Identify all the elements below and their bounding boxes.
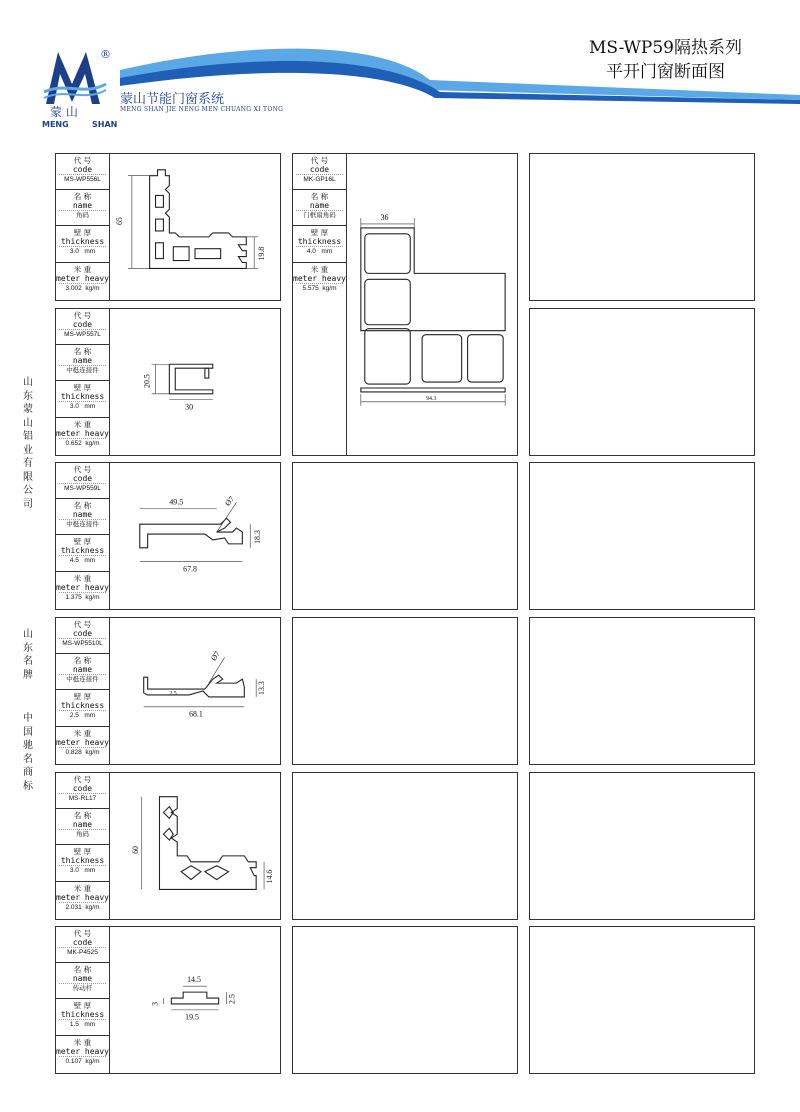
code-label-en: code	[72, 474, 93, 483]
name-row	[56, 808, 109, 844]
profile-section-svg	[347, 154, 517, 455]
code-label-cn: 代 号	[73, 156, 92, 165]
weight-value: 0.828 kg/m	[59, 747, 106, 757]
weight-label-en: meter heavy	[56, 429, 109, 438]
weight-row	[56, 881, 109, 919]
dim-label: 14.5	[187, 975, 201, 985]
thickness-label-en: thickness	[60, 392, 105, 401]
thickness-value: 3.0 mm	[59, 246, 106, 256]
thickness-label-cn: 壁 厚	[73, 1001, 92, 1010]
code-row	[56, 773, 109, 808]
dim-label: 19.8	[257, 246, 267, 261]
thickness-value: 1.5 mm	[59, 1019, 106, 1029]
code-row	[293, 154, 346, 189]
profile-section-svg	[110, 773, 280, 919]
code-row	[56, 309, 109, 344]
code-label-en: code	[72, 784, 93, 793]
profile-cell	[292, 153, 518, 456]
empty-cell	[529, 308, 755, 456]
weight-label-en: meter heavy	[56, 1047, 109, 1056]
weight-label-en: meter heavy	[56, 893, 109, 902]
empty-cell	[529, 153, 755, 301]
name-row	[56, 962, 109, 998]
name-label-en: name	[72, 665, 93, 674]
weight-row	[56, 571, 109, 609]
brand-name-cn: 蒙山节能门窗系统	[120, 92, 225, 107]
series-title-line2: 平开门窗断面图	[605, 62, 725, 82]
name-label-cn: 名 称	[73, 811, 92, 820]
profile-section-svg	[110, 154, 280, 300]
thickness-row	[56, 844, 109, 881]
name-label-cn: 名 称	[73, 192, 92, 201]
profile-drawing	[347, 154, 517, 455]
empty-cell	[292, 462, 518, 610]
thickness-label-en: thickness	[60, 856, 105, 865]
thickness-value: 3.0 mm	[59, 401, 106, 411]
name-label-en: name	[72, 201, 93, 210]
weight-label-cn: 米 重	[310, 265, 329, 274]
code-value: MS-WP5510L	[59, 638, 106, 648]
profile-section-svg	[110, 618, 280, 764]
thickness-label-en: thickness	[60, 1010, 105, 1019]
code-label-en: code	[72, 938, 93, 947]
side-company-name: 山东蒙山铝业有限公司	[23, 377, 33, 510]
code-row	[56, 154, 109, 189]
weight-label-cn: 米 重	[73, 574, 92, 583]
weight-label-en: meter heavy	[56, 738, 109, 747]
dim-label: 3	[150, 1001, 160, 1006]
name-label-en: name	[72, 820, 93, 829]
code-value: MS-RL17	[59, 793, 106, 803]
thickness-label-cn: 壁 厚	[73, 847, 92, 856]
weight-row	[56, 417, 109, 455]
code-row	[56, 463, 109, 498]
weight-label-en: meter heavy	[56, 274, 109, 283]
profile-drawing	[110, 154, 280, 300]
name-label-cn: 名 称	[73, 656, 92, 665]
code-label-cn: 代 号	[73, 311, 92, 320]
empty-cell	[292, 617, 518, 765]
code-value: MS-WP557L	[59, 329, 106, 339]
weight-value: 3.002 kg/m	[59, 283, 106, 293]
company-logo	[40, 44, 122, 130]
empty-cell	[529, 926, 755, 1074]
series-title	[589, 36, 742, 84]
dim-label: Ø7	[208, 649, 222, 663]
name-value: 门框扇角码	[296, 210, 343, 220]
code-row	[56, 618, 109, 653]
brand-name-en: MENG SHAN JIE NENG MEN CHUANG XI TONG	[120, 106, 284, 113]
name-label-cn: 名 称	[73, 501, 92, 510]
profile-cell	[55, 617, 281, 765]
empty-cell	[529, 617, 755, 765]
name-label-cn: 名 称	[73, 347, 92, 356]
dim-label: 36	[380, 212, 389, 222]
logo-en-right: SHAN	[92, 120, 118, 129]
code-label-en: code	[72, 165, 93, 174]
thickness-label-en: thickness	[60, 701, 105, 710]
dim-label: 19.5	[185, 1012, 199, 1022]
profile-drawing	[110, 927, 280, 1073]
weight-value: 0.107 kg/m	[59, 1056, 106, 1066]
code-row	[56, 927, 109, 962]
name-value: 传动杆	[59, 983, 106, 993]
thickness-label-cn: 壁 厚	[73, 537, 92, 546]
thickness-value: 4.0 mm	[296, 246, 343, 256]
empty-cell	[529, 462, 755, 610]
weight-label-cn: 米 重	[73, 1038, 92, 1047]
dim-label: 14.6	[264, 869, 274, 884]
weight-row	[56, 262, 109, 300]
logo-en-left: MENG	[42, 120, 69, 129]
thickness-row	[293, 225, 346, 262]
profile-drawing	[110, 309, 280, 455]
name-value: 角码	[59, 210, 106, 220]
profile-cell	[55, 153, 281, 301]
thickness-row	[56, 380, 109, 417]
code-label-en: code	[72, 320, 93, 329]
weight-value: 5.575 kg/m	[296, 283, 343, 293]
thickness-label-cn: 壁 厚	[73, 692, 92, 701]
empty-cell	[292, 772, 518, 920]
code-label-en: code	[72, 629, 93, 638]
profile-section-svg	[110, 309, 280, 455]
code-value: MS-WP556L	[59, 174, 106, 184]
empty-cell	[529, 772, 755, 920]
code-value: MK-GP16L	[296, 174, 343, 184]
code-label-cn: 代 号	[73, 929, 92, 938]
thickness-row	[56, 998, 109, 1035]
code-value: MS-WP559L	[59, 483, 106, 493]
code-label-cn: 代 号	[73, 465, 92, 474]
profile-drawing	[110, 773, 280, 919]
code-label-cn: 代 号	[73, 775, 92, 784]
profile-cell	[55, 462, 281, 610]
info-panel	[56, 618, 110, 764]
info-panel	[56, 773, 110, 919]
dim-label: 65	[115, 217, 124, 226]
weight-value: 0.652 kg/m	[59, 438, 106, 448]
info-panel	[56, 927, 110, 1073]
dim-label: 60	[130, 846, 140, 854]
weight-row	[293, 262, 346, 300]
name-label-cn: 名 称	[73, 965, 92, 974]
name-row	[56, 653, 109, 689]
profile-drawing	[110, 463, 280, 609]
weight-label-cn: 米 重	[73, 884, 92, 893]
side-brand-text: 山东名牌	[23, 629, 33, 681]
side-mark-text: 中国驰名商标	[23, 713, 33, 792]
thickness-row	[56, 225, 109, 262]
name-value: 角码	[59, 829, 106, 839]
dim-label: 13.3	[257, 681, 267, 695]
name-row	[56, 189, 109, 225]
name-label-en: name	[72, 510, 93, 519]
thickness-value: 2.5 mm	[59, 710, 106, 720]
name-value: 中梃连接件	[59, 365, 106, 375]
name-row	[56, 498, 109, 534]
dim-label: 2.5	[227, 994, 237, 1004]
code-label-en: code	[309, 165, 330, 174]
weight-row	[56, 1035, 109, 1073]
dim-label: 2.5	[169, 690, 177, 697]
name-label-en: name	[309, 201, 330, 210]
profile-cell	[55, 926, 281, 1074]
logo-chars: 蒙 山	[50, 105, 78, 119]
weight-value: 1.375 kg/m	[59, 592, 106, 602]
profile-cell	[55, 308, 281, 456]
name-value: 中梃连接件	[59, 674, 106, 684]
weight-label-cn: 米 重	[73, 265, 92, 274]
name-label-en: name	[72, 356, 93, 365]
empty-cell	[292, 926, 518, 1074]
code-label-cn: 代 号	[73, 620, 92, 629]
thickness-label-cn: 壁 厚	[73, 228, 92, 237]
name-label-cn: 名 称	[310, 192, 329, 201]
info-panel	[56, 154, 110, 300]
thickness-row	[56, 689, 109, 726]
thickness-label-en: thickness	[60, 237, 105, 246]
weight-label-en: meter heavy	[56, 583, 109, 592]
series-title-line1: MS-WP59隔热系列	[588, 38, 742, 58]
name-row	[56, 344, 109, 380]
weight-row	[56, 726, 109, 764]
name-row	[293, 189, 346, 225]
thickness-label-en: thickness	[297, 237, 342, 246]
weight-label-en: meter heavy	[293, 274, 346, 283]
code-label-cn: 代 号	[310, 156, 329, 165]
code-value: MK-P4525	[59, 947, 106, 957]
dim-label: 94.3	[426, 395, 437, 402]
profile-section-svg	[110, 463, 280, 609]
info-panel	[56, 309, 110, 455]
profile-drawing	[110, 618, 280, 764]
name-value: 中梃连接件	[59, 519, 106, 529]
weight-label-cn: 米 重	[73, 729, 92, 738]
weight-label-cn: 米 重	[73, 420, 92, 429]
name-label-en: name	[72, 974, 93, 983]
registered-mark: ®	[100, 48, 111, 61]
thickness-label-cn: 壁 厚	[310, 228, 329, 237]
dim-label: 67.8	[183, 564, 197, 574]
dim-label: Ø7	[223, 494, 237, 508]
info-panel	[56, 463, 110, 609]
thickness-label-cn: 壁 厚	[73, 383, 92, 392]
thickness-row	[56, 534, 109, 571]
thickness-value: 4.5 mm	[59, 555, 106, 565]
profile-section-svg	[110, 927, 280, 1073]
dim-label: 20.5	[142, 374, 152, 388]
thickness-label-en: thickness	[60, 546, 105, 555]
dim-label: 68.1	[189, 709, 203, 719]
dim-label: 18.3	[253, 530, 263, 544]
weight-value: 2.031 kg/m	[59, 902, 106, 912]
dim-label: 30	[185, 402, 194, 412]
page-header	[0, 0, 800, 130]
profile-cell	[55, 772, 281, 920]
dim-label: 49.5	[169, 497, 184, 507]
thickness-value: 3.0 mm	[59, 865, 106, 875]
info-panel	[293, 154, 347, 455]
